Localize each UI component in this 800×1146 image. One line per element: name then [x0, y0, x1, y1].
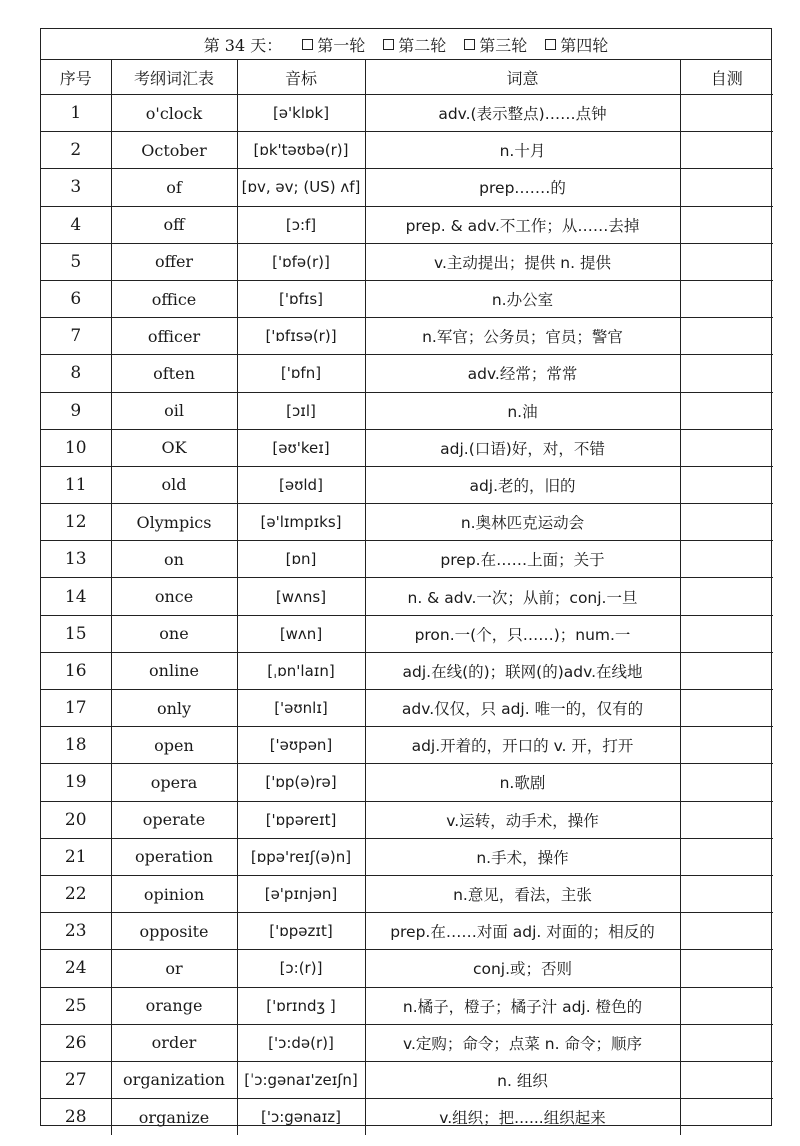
- row-word: open: [111, 727, 237, 764]
- header-self-test: 自测: [680, 60, 773, 95]
- checkbox-icon: [383, 39, 394, 50]
- row-word: office: [111, 280, 237, 317]
- row-word: old: [111, 466, 237, 503]
- row-meaning: adj.老的，旧的: [365, 466, 680, 503]
- table-row: [41, 690, 773, 727]
- row-word: opposite: [111, 913, 237, 950]
- table-row: [41, 838, 773, 875]
- table-row: [41, 95, 773, 132]
- row-phonetic: ['ɔ:də(r)]: [237, 1024, 365, 1061]
- row-number: 11: [41, 466, 111, 503]
- row-word: order: [111, 1024, 237, 1061]
- row-self-test-cell[interactable]: [680, 541, 773, 578]
- row-word: off: [111, 206, 237, 243]
- row-phonetic: ['ɒpəzɪt]: [237, 913, 365, 950]
- row-number: 8: [41, 355, 111, 392]
- row-word: only: [111, 690, 237, 727]
- row-number: 25: [41, 987, 111, 1024]
- row-self-test-cell[interactable]: [680, 950, 773, 987]
- table-row: [41, 280, 773, 317]
- row-meaning: n.办公室: [365, 280, 680, 317]
- row-meaning: n.军官；公务员；官员；警官: [365, 318, 680, 355]
- row-self-test-cell[interactable]: [680, 875, 773, 912]
- table-row: [41, 652, 773, 689]
- row-phonetic: [wʌn]: [237, 615, 365, 652]
- row-self-test-cell[interactable]: [680, 690, 773, 727]
- row-meaning: n.手术，操作: [365, 838, 680, 875]
- table-row: [41, 950, 773, 987]
- row-meaning: n.油: [365, 392, 680, 429]
- row-phonetic: [ɔɪl]: [237, 392, 365, 429]
- row-number: 9: [41, 392, 111, 429]
- header-phonetic: 音标: [237, 60, 365, 95]
- row-number: 27: [41, 1061, 111, 1098]
- row-word: once: [111, 578, 237, 615]
- row-self-test-cell[interactable]: [680, 1099, 773, 1136]
- round-1-checkbox[interactable]: 第一轮: [302, 33, 365, 56]
- row-meaning: v.运转，动手术，操作: [365, 801, 680, 838]
- row-self-test-cell[interactable]: [680, 838, 773, 875]
- row-number: 5: [41, 243, 111, 280]
- row-word: officer: [111, 318, 237, 355]
- row-self-test-cell[interactable]: [680, 1024, 773, 1061]
- row-meaning: pron.一(个，只……)；num.一: [365, 615, 680, 652]
- row-number: 24: [41, 950, 111, 987]
- row-word: operate: [111, 801, 237, 838]
- table-header-row: [41, 60, 773, 95]
- row-phonetic: [wʌns]: [237, 578, 365, 615]
- table-row: [41, 206, 773, 243]
- row-meaning: v.主动提出；提供 n. 提供: [365, 243, 680, 280]
- row-meaning: prep.在……对面 adj. 对面的；相反的: [365, 913, 680, 950]
- row-word: oil: [111, 392, 237, 429]
- row-word: organize: [111, 1099, 237, 1136]
- row-word: often: [111, 355, 237, 392]
- table-row: [41, 132, 773, 169]
- row-self-test-cell[interactable]: [680, 280, 773, 317]
- row-self-test-cell[interactable]: [680, 764, 773, 801]
- row-number: 6: [41, 280, 111, 317]
- row-self-test-cell[interactable]: [680, 243, 773, 280]
- row-word: of: [111, 169, 237, 206]
- row-number: 28: [41, 1099, 111, 1136]
- table-row: [41, 466, 773, 503]
- row-meaning: n.意见，看法，主张: [365, 875, 680, 912]
- row-word: October: [111, 132, 237, 169]
- row-self-test-cell[interactable]: [680, 466, 773, 503]
- table-row: [41, 987, 773, 1024]
- row-self-test-cell[interactable]: [680, 913, 773, 950]
- row-number: 14: [41, 578, 111, 615]
- table-row: [41, 913, 773, 950]
- row-word: offer: [111, 243, 237, 280]
- row-phonetic: [ɒv, əv; (US) ʌf]: [237, 169, 365, 206]
- row-number: 18: [41, 727, 111, 764]
- table-body: [41, 95, 773, 1136]
- row-self-test-cell[interactable]: [680, 1061, 773, 1098]
- round-2-checkbox[interactable]: 第二轮: [383, 33, 446, 56]
- row-meaning: n.奥林匹克运动会: [365, 504, 680, 541]
- table-row: [41, 801, 773, 838]
- table-row: [41, 875, 773, 912]
- checkbox-icon: [464, 39, 475, 50]
- row-word: one: [111, 615, 237, 652]
- table-row: [41, 243, 773, 280]
- row-phonetic: [ˌɒn'laɪn]: [237, 652, 365, 689]
- row-meaning: adj.开着的，开口的 v. 开，打开: [365, 727, 680, 764]
- row-number: 17: [41, 690, 111, 727]
- row-number: 26: [41, 1024, 111, 1061]
- row-word: online: [111, 652, 237, 689]
- row-self-test-cell[interactable]: [680, 615, 773, 652]
- row-self-test-cell[interactable]: [680, 801, 773, 838]
- table-row: [41, 727, 773, 764]
- row-phonetic: ['ɒpəreɪt]: [237, 801, 365, 838]
- row-number: 19: [41, 764, 111, 801]
- row-self-test-cell[interactable]: [680, 652, 773, 689]
- row-word: on: [111, 541, 237, 578]
- row-number: 2: [41, 132, 111, 169]
- row-number: 12: [41, 504, 111, 541]
- row-number: 16: [41, 652, 111, 689]
- vocabulary-table: [41, 60, 773, 1135]
- row-self-test-cell[interactable]: [680, 95, 773, 132]
- table-row: [41, 429, 773, 466]
- row-phonetic: ['ɒfɪsə(r)]: [237, 318, 365, 355]
- row-word: opinion: [111, 875, 237, 912]
- row-phonetic: [ə'lɪmpɪks]: [237, 504, 365, 541]
- row-word: OK: [111, 429, 237, 466]
- table-row: [41, 1061, 773, 1098]
- table-row: [41, 318, 773, 355]
- row-phonetic: [əʊld]: [237, 466, 365, 503]
- row-number: 13: [41, 541, 111, 578]
- row-meaning: prep.在……上面；关于: [365, 541, 680, 578]
- row-self-test-cell[interactable]: [680, 169, 773, 206]
- row-word: Olympics: [111, 504, 237, 541]
- row-number: 23: [41, 913, 111, 950]
- row-self-test-cell[interactable]: [680, 727, 773, 764]
- row-phonetic: [ɔ:f]: [237, 206, 365, 243]
- row-meaning: adj.在线(的)；联网(的)adv.在线地: [365, 652, 680, 689]
- row-phonetic: [ɒn]: [237, 541, 365, 578]
- row-meaning: v.组织；把......组织起来: [365, 1099, 680, 1136]
- day-label: 第 34 天：: [203, 35, 283, 55]
- row-number: 20: [41, 801, 111, 838]
- row-number: 15: [41, 615, 111, 652]
- row-meaning: prep.……的: [365, 169, 680, 206]
- header-meaning: 词意: [365, 60, 680, 95]
- row-meaning: adv.(表示整点)……点钟: [365, 95, 680, 132]
- row-self-test-cell[interactable]: [680, 504, 773, 541]
- row-phonetic: [ə'klɒk]: [237, 95, 365, 132]
- table-row: [41, 764, 773, 801]
- round-3-checkbox[interactable]: 第三轮: [464, 33, 527, 56]
- row-number: 3: [41, 169, 111, 206]
- row-meaning: adj.(口语)好，对，不错: [365, 429, 680, 466]
- table-row: [41, 169, 773, 206]
- row-meaning: n. & adv.一次；从前；conj.一旦: [365, 578, 680, 615]
- table-row: [41, 504, 773, 541]
- row-self-test-cell[interactable]: [680, 429, 773, 466]
- header-word: 考纲词汇表: [111, 60, 237, 95]
- table-row: [41, 355, 773, 392]
- table-row: [41, 541, 773, 578]
- table-row: [41, 392, 773, 429]
- table-row: [41, 1024, 773, 1061]
- row-word: o'clock: [111, 95, 237, 132]
- row-phonetic: ['ɒrɪndʒ ]: [237, 987, 365, 1024]
- row-phonetic: ['əʊpən]: [237, 727, 365, 764]
- row-number: 10: [41, 429, 111, 466]
- row-meaning: n. 组织: [365, 1061, 680, 1098]
- checkbox-icon: [545, 39, 556, 50]
- sheet-title-bar: [41, 29, 771, 60]
- row-phonetic: [ˈɔ:gənaɪ'zeɪʃn]: [237, 1061, 365, 1098]
- row-word: or: [111, 950, 237, 987]
- row-phonetic: [ɒpə'reɪʃ(ə)n]: [237, 838, 365, 875]
- row-number: 1: [41, 95, 111, 132]
- row-word: orange: [111, 987, 237, 1024]
- header-number: 序号: [41, 60, 111, 95]
- row-phonetic: [ɒk'təʊbə(r)]: [237, 132, 365, 169]
- table-row: [41, 1099, 773, 1136]
- row-meaning: prep. & adv.不工作；从……去掉: [365, 206, 680, 243]
- row-phonetic: ['ɔ:gənaɪz]: [237, 1099, 365, 1136]
- row-phonetic: ['ɒfə(r)]: [237, 243, 365, 280]
- row-word: organization: [111, 1061, 237, 1098]
- vocabulary-sheet: [40, 28, 772, 1126]
- row-phonetic: ['ɒfn]: [237, 355, 365, 392]
- round-4-checkbox[interactable]: 第四轮: [545, 33, 608, 56]
- row-meaning: adv.仅仅，只 adj. 唯一的，仅有的: [365, 690, 680, 727]
- checkbox-icon: [302, 39, 313, 50]
- row-number: 22: [41, 875, 111, 912]
- row-self-test-cell[interactable]: [680, 578, 773, 615]
- row-meaning: n.十月: [365, 132, 680, 169]
- table-row: [41, 578, 773, 615]
- row-number: 7: [41, 318, 111, 355]
- row-self-test-cell[interactable]: [680, 132, 773, 169]
- row-word: operation: [111, 838, 237, 875]
- row-self-test-cell[interactable]: [680, 206, 773, 243]
- row-phonetic: ['ɒfɪs]: [237, 280, 365, 317]
- row-phonetic: [ə'pɪnjən]: [237, 875, 365, 912]
- row-meaning: n.橘子，橙子；橘子汁 adj. 橙色的: [365, 987, 680, 1024]
- row-phonetic: ['ɒp(ə)rə]: [237, 764, 365, 801]
- row-meaning: n.歌剧: [365, 764, 680, 801]
- row-phonetic: [əʊ'keɪ]: [237, 429, 365, 466]
- row-meaning: adv.经常；常常: [365, 355, 680, 392]
- row-self-test-cell[interactable]: [680, 392, 773, 429]
- row-phonetic: [ɔ:(r)]: [237, 950, 365, 987]
- row-number: 21: [41, 838, 111, 875]
- row-meaning: v.定购；命令；点菜 n. 命令；顺序: [365, 1024, 680, 1061]
- row-meaning: conj.或；否则: [365, 950, 680, 987]
- row-self-test-cell[interactable]: [680, 987, 773, 1024]
- row-number: 4: [41, 206, 111, 243]
- row-self-test-cell[interactable]: [680, 318, 773, 355]
- row-self-test-cell[interactable]: [680, 355, 773, 392]
- row-phonetic: ['əʊnlɪ]: [237, 690, 365, 727]
- row-word: opera: [111, 764, 237, 801]
- table-row: [41, 615, 773, 652]
